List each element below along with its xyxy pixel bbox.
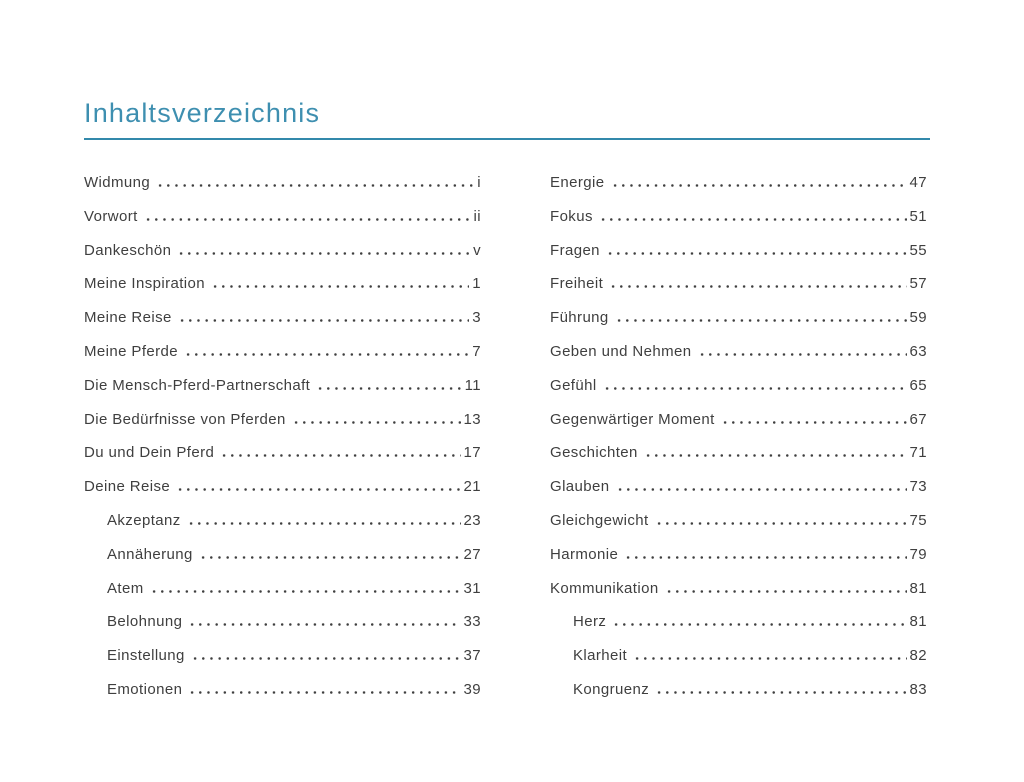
toc-leader-dots [211, 285, 469, 288]
toc-entry-label: Gleichgewicht [550, 511, 649, 529]
toc-entry-page-number: 63 [909, 342, 927, 360]
toc-entry-label: Gefühl [550, 376, 597, 394]
toc-entry-label: Die Bedürfnisse von Pferden [84, 410, 286, 428]
toc-entry-label: Harmonie [550, 545, 619, 563]
toc-entry[interactable] [550, 200, 927, 234]
toc-entry-label: Führung [550, 309, 609, 327]
toc-entry[interactable] [84, 538, 481, 572]
toc-entry[interactable] [84, 267, 481, 301]
toc-entry-page-number: 65 [909, 376, 927, 394]
toc-leader-dots [721, 421, 907, 424]
toc-leader-dots [150, 590, 461, 593]
toc-entry[interactable] [84, 200, 481, 234]
toc-entry-page-number: 21 [463, 478, 481, 496]
toc-entry-page-number: 3 [472, 309, 481, 327]
toc-entry-page-number: 59 [909, 309, 927, 327]
toc-leader-dots [633, 657, 906, 660]
toc-entry[interactable] [84, 639, 481, 673]
toc-entry-page-number: 17 [463, 444, 481, 462]
toc-leader-dots [698, 353, 907, 356]
toc-entry-label: Widmung [84, 174, 151, 191]
toc-entry-label: Du und Dein Pferd [84, 444, 215, 462]
toc-entry-page-number: 81 [909, 613, 927, 631]
toc-leader-dots [612, 623, 906, 626]
toc-entry-page-number: i [477, 174, 481, 191]
toc-entry-page-number: 27 [463, 545, 481, 563]
toc-entry-page-number: 7 [472, 342, 481, 360]
toc-entry[interactable] [84, 301, 481, 335]
toc-leader-dots [184, 353, 469, 356]
toc-entry-page-number: 37 [463, 647, 481, 665]
toc-left-column [84, 166, 481, 707]
toc-entry[interactable] [550, 166, 927, 200]
toc-entry-label: Belohnung [107, 613, 183, 631]
toc-entry-page-number: 23 [463, 511, 481, 529]
toc-leader-dots [624, 556, 906, 559]
toc-leader-dots [655, 691, 906, 694]
toc-leader-dots [644, 454, 907, 457]
title-underline-rule [84, 138, 930, 140]
toc-entry-page-number: v [473, 241, 481, 259]
toc-entry-label: Geben und Nehmen [550, 342, 692, 360]
toc-leader-dots [156, 184, 474, 187]
toc-entry-page-number: 81 [909, 579, 927, 597]
toc-leader-dots [188, 623, 460, 626]
toc-leader-dots [187, 522, 461, 525]
toc-entry[interactable] [550, 470, 927, 504]
toc-entry[interactable] [84, 166, 481, 200]
toc-entry-label: Emotionen [107, 680, 183, 698]
toc-entry[interactable] [550, 234, 927, 268]
toc-columns [84, 166, 1024, 707]
toc-entry[interactable] [84, 673, 481, 707]
toc-entry[interactable] [550, 639, 927, 673]
toc-leader-dots [199, 556, 461, 559]
toc-entry-page-number: 75 [909, 511, 927, 529]
toc-entry-label: Fragen [550, 241, 600, 259]
toc-leader-dots [191, 657, 461, 660]
toc-entry-label: Meine Inspiration [84, 275, 206, 293]
toc-leader-dots [603, 387, 907, 390]
toc-leader-dots [609, 285, 906, 288]
toc-entry[interactable] [550, 572, 927, 606]
toc-entry-label: Akzeptanz [107, 511, 181, 529]
toc-entry[interactable] [84, 572, 481, 606]
toc-entry-page-number: 73 [909, 478, 927, 496]
toc-entry[interactable] [550, 301, 927, 335]
toc-entry-page-number: 51 [909, 207, 927, 225]
toc-entry[interactable] [84, 369, 481, 403]
toc-entry[interactable] [550, 504, 927, 538]
toc-entry-page-number: ii [473, 207, 481, 225]
toc-entry-page-number: 47 [909, 174, 927, 191]
toc-entry[interactable] [84, 470, 481, 504]
toc-entry-page-number: 67 [909, 410, 927, 428]
toc-leader-dots [316, 387, 461, 390]
toc-entry[interactable] [84, 403, 481, 437]
toc-entry-page-number: 1 [472, 275, 481, 293]
toc-leader-dots [176, 488, 460, 491]
toc-entry-page-number: 55 [909, 241, 927, 259]
toc-entry[interactable] [84, 504, 481, 538]
toc-entry-page-number: 33 [463, 613, 481, 631]
toc-leader-dots [188, 691, 460, 694]
toc-entry[interactable] [84, 436, 481, 470]
toc-entry[interactable] [84, 605, 481, 639]
toc-leader-dots [144, 218, 471, 221]
toc-entry-page-number: 11 [464, 376, 481, 394]
toc-entry[interactable] [550, 605, 927, 639]
toc-entry-label: Klarheit [573, 647, 628, 665]
toc-entry[interactable] [550, 335, 927, 369]
toc-entry-page-number: 83 [909, 680, 927, 698]
toc-entry-label: Kommunikation [550, 579, 659, 597]
toc-entry-page-number: 39 [463, 680, 481, 698]
toc-entry-label: Vorwort [84, 207, 138, 225]
toc-entry-label: Einstellung [107, 647, 185, 665]
toc-entry-label: Freiheit [550, 275, 604, 293]
toc-leader-dots [599, 218, 907, 221]
toc-entry-label: Atem [107, 579, 144, 597]
toc-leader-dots [665, 590, 907, 593]
toc-entry[interactable] [550, 673, 927, 707]
toc-entry-page-number: 82 [909, 647, 927, 665]
toc-entry-page-number: 13 [463, 410, 481, 428]
toc-entry-label: Energie [550, 174, 605, 191]
toc-leader-dots [611, 184, 907, 187]
toc-entry[interactable] [550, 369, 927, 403]
toc-entry-label: Herz [573, 613, 607, 631]
toc-entry-page-number: 57 [909, 275, 927, 293]
toc-entry-label: Fokus [550, 207, 593, 225]
toc-leader-dots [616, 488, 907, 491]
page-title: Inhaltsverzeichnis [84, 98, 321, 128]
toc-entry[interactable] [84, 335, 481, 369]
toc-entry[interactable] [84, 234, 481, 268]
toc-entry-page-number: 79 [909, 545, 927, 563]
toc-entry-label: Annäherung [107, 545, 193, 563]
toc-entry-label: Deine Reise [84, 478, 171, 496]
toc-entry-page-number: 71 [909, 444, 927, 462]
toc-right-column [550, 166, 927, 707]
toc-leader-dots [220, 454, 460, 457]
toc-entry-label: Geschichten [550, 444, 638, 462]
toc-leader-dots [615, 319, 907, 322]
toc-entry-label: Meine Pferde [84, 342, 179, 360]
toc-entry-label: Kongruenz [573, 680, 650, 698]
toc-leader-dots [292, 421, 461, 424]
toc-leader-dots [606, 252, 907, 255]
toc-entry-page-number: 31 [463, 579, 481, 597]
toc-entry-label: Die Mensch-Pferd-Partnerschaft [84, 376, 311, 394]
toc-leader-dots [178, 319, 469, 322]
toc-entry[interactable] [550, 436, 927, 470]
toc-entry-label: Gegenwärtiger Moment [550, 410, 715, 428]
toc-entry-label: Meine Reise [84, 309, 172, 327]
toc-leader-dots [177, 252, 470, 255]
toc-entry[interactable] [550, 538, 927, 572]
toc-entry[interactable] [550, 403, 927, 437]
toc-entry-label: Dankeschön [84, 241, 172, 259]
toc-entry-label: Glauben [550, 478, 610, 496]
toc-entry[interactable] [550, 267, 927, 301]
toc-leader-dots [655, 522, 907, 525]
